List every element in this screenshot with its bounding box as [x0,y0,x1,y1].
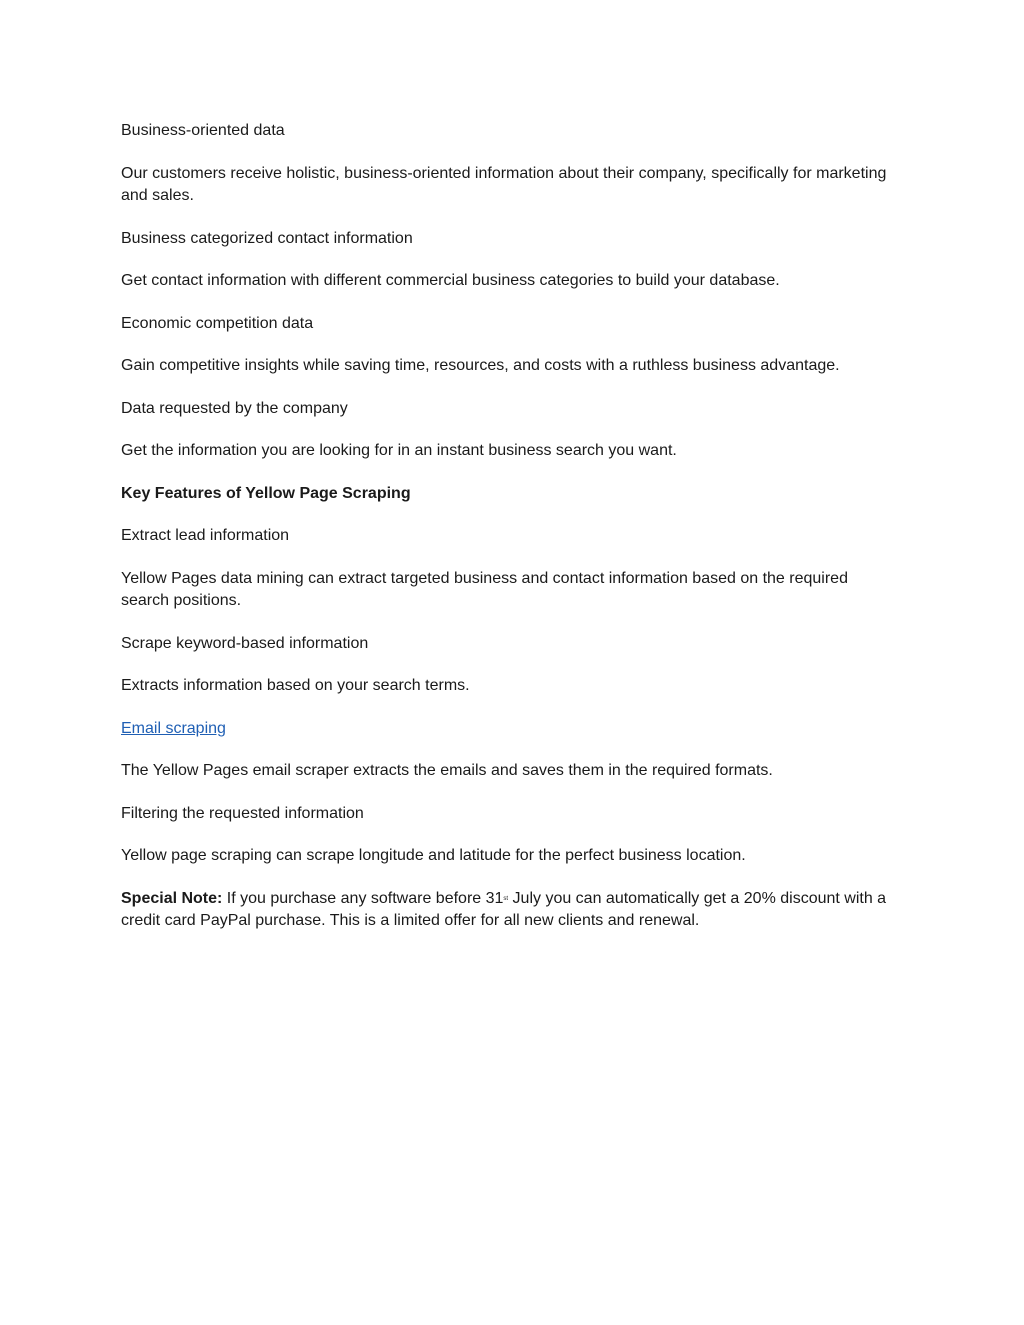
special-note-text-before: If you purchase any software before 31 [222,889,504,907]
section-heading-key-features: Key Features of Yellow Page Scraping [121,484,411,502]
paragraph-keyword-body: Extracts information based on your search terms. [121,677,470,694]
paragraph-categorized-contact-body: Get contact information with different commercial business categories to build your database. [121,272,780,289]
special-note-text-after: July you can automatically get a 20% discount with a credit card PayPal purchase. This is a limited offer for all new clients and renewal. [121,889,887,929]
paragraph-filtering-body: Yellow page scraping can scrape longitude and latitude for the perfect business location. [121,847,746,864]
special-note-paragraph [121,888,896,933]
paragraph-filtering-heading: Filtering the requested information [121,804,364,822]
email-scraping-link[interactable]: Email scraping [121,719,226,737]
paragraph-categorized-contact-heading: Business categorized contact information [121,229,413,247]
paragraph-email-scraper-body: The Yellow Pages email scraper extracts the emails and saves them in the required formats. [121,762,773,779]
paragraph-business-oriented-body: Our customers receive holistic, business-oriented information about their company, specifically for marketing and sales. [121,164,887,204]
special-note-label: Special Note: [121,889,223,907]
paragraph-competition-heading: Economic competition data [121,314,314,332]
paragraph-keyword-heading: Scrape keyword-based information [121,634,369,652]
paragraph-data-requested-body: Get the information you are looking for in an instant business search you want. [121,442,677,459]
paragraph-competition-body: Gain competitive insights while saving time, resources, and costs with a ruthless business advantage. [121,357,840,374]
paragraph-data-requested-heading: Data requested by the company [121,399,348,417]
special-note-ordinal: st [503,895,509,902]
paragraph-extract-lead-heading: Extract lead information [121,527,290,544]
paragraph-email-scraping [121,718,896,741]
paragraph-extract-lead-body: Yellow Pages data mining can extract targeted business and contact information based on the required search positions. [121,569,848,609]
paragraph-business-oriented-heading: Business-oriented data [121,122,285,139]
